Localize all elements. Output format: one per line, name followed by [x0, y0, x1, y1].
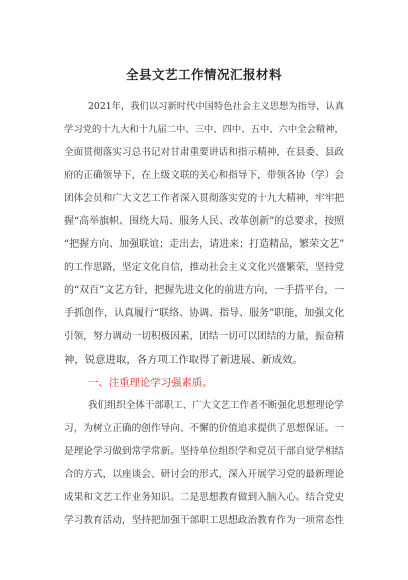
text-line: 成果和文艺工作业务知识。二是思想教育做到入脑入心。结合党史	[64, 492, 345, 503]
text-line: 我们组织全体干部职工、广大文艺工作者不断强化思想理论学	[88, 400, 344, 411]
text-line: 学习党的十九大和十九届二中、三中、四中、五中、六中全会精神，	[64, 124, 344, 135]
text-line: 全面贯彻落实习总书记对甘肃重要讲话和指示精神，在县委、县政	[64, 147, 345, 158]
document-title: 全县文艺工作情况汇报材料	[125, 67, 282, 82]
text-line: 学习教育活动，坚持把加强干部职工思想政治教育作为一项常态性	[64, 515, 345, 526]
text-line: “把握方向、加强联谊；走出去，请进来；打造精品，繁荣文艺”	[64, 239, 345, 250]
text-line: 府的正确领导下，在上级文联的关心和指导下，带领各协（学）会	[64, 170, 345, 181]
text-line: 握“高举旗帜、围绕大局、服务人民、改革创新”的总要求，按照	[64, 216, 345, 227]
text-line: 2021年，我们以习新时代中国特色社会主义思想为指导，认真	[88, 101, 345, 112]
text-line: 引领，努力调动一切积极因素，团结一切可以团结的力量，振奋精	[64, 331, 345, 342]
text-line: 神，锐意进取，各方项工作取得了新进展、新成效。	[64, 354, 303, 366]
text-line: 团体会员和广大文艺工作者深入贯彻落实党的十九大精神，牢牢把	[64, 193, 345, 204]
text-line: 习，为树立正确的创作导向、不懈的价值追求提供了思想保证。一	[64, 423, 345, 434]
text-line: 合的方式，以座谈会、研讨会的形式，深入开展学习党的最新理论	[64, 469, 345, 480]
section-heading: 一、注重理论学习强素质。	[88, 377, 213, 389]
text-line: 的工作思路，坚定文化自信，推动社会主义文化兴盛繁荣，坚持党	[64, 262, 345, 273]
text-line: 的“双百”文艺方针，把握先进文化的前进方向，一手搭平台，一	[64, 285, 345, 296]
text-line: 手抓创作，认真履行“联络、协调、指导、服务”职能，加强文化	[64, 308, 345, 319]
text-line: 是理论学习做到常学常新。坚持单位组织学和党员干部自觉学相结	[64, 446, 345, 457]
